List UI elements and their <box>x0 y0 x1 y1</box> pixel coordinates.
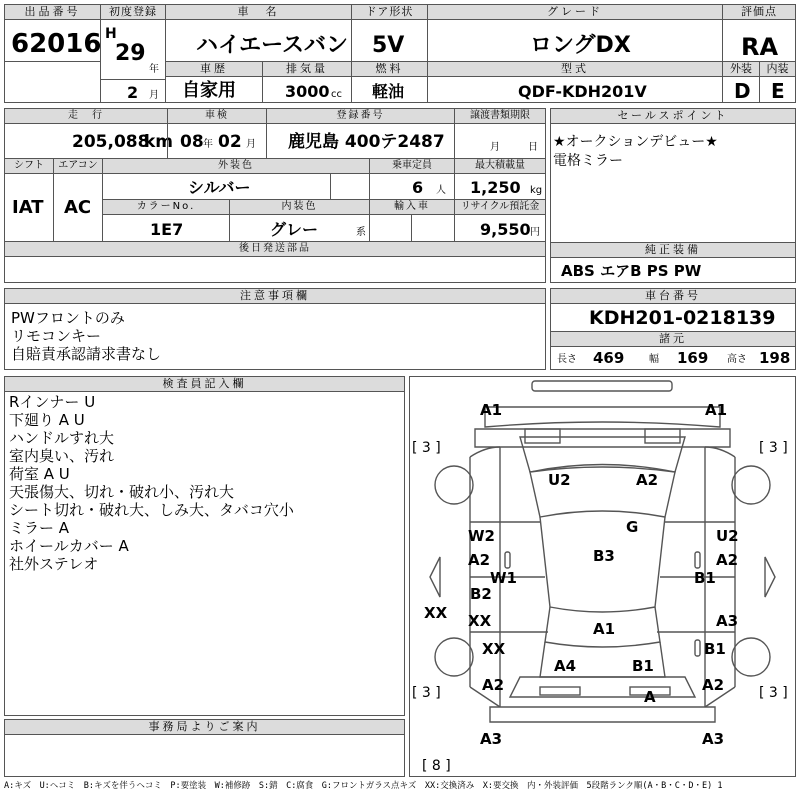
lot-number-box <box>4 4 101 62</box>
length: 469 <box>593 349 625 367</box>
shift-label: シフト <box>5 159 53 174</box>
damage-right-u2: U2 <box>716 527 739 545</box>
color-no: 1E7 <box>150 220 184 239</box>
shift: IAT <box>12 197 44 218</box>
damage-left-b2: B2 <box>470 585 492 603</box>
note-2: リモコンキー <box>11 327 102 345</box>
damage-rear-a4: A4 <box>554 657 577 675</box>
exterior-label: 外装 <box>723 62 759 77</box>
ac: AC <box>64 197 92 218</box>
car-name: ハイエースバン <box>196 33 349 58</box>
damage-roof-b3: B3 <box>593 547 615 565</box>
damage-rear-right-a3: A3 <box>702 730 725 748</box>
height: 198 <box>759 349 791 367</box>
recycle-unit: 円 <box>530 227 540 238</box>
damage-left-w2: W2 <box>468 527 495 545</box>
spare-tire: [ 8 ] <box>422 758 451 774</box>
history-box <box>165 61 263 103</box>
lot-number-lower <box>4 61 101 103</box>
model: QDF-KDH201V <box>518 82 647 101</box>
displacement: 3000 <box>285 82 330 101</box>
registration-year: 29 <box>115 41 146 66</box>
color-no-label: カラーNo. <box>103 200 229 215</box>
damage-right-b1b: B1 <box>704 640 726 658</box>
transfer-deadline-label: 譲渡書類期限 <box>455 109 545 124</box>
damage-right-b1: B1 <box>694 569 716 587</box>
damage-floor-a1: A1 <box>593 620 616 638</box>
tire-front-left: [ 3 ] <box>412 440 441 456</box>
inspector-note-3: ハンドルすれ大 <box>9 429 115 447</box>
interior-score: E <box>771 79 785 103</box>
damage-rear-b1: B1 <box>632 657 654 675</box>
year-unit: 年 <box>149 64 159 75</box>
inspector-note-6: 天張傷大、切れ・破れ小、汚れ大 <box>9 483 235 501</box>
exterior-color: シルバー <box>188 178 251 197</box>
door-type: 5V <box>372 33 405 58</box>
inspector-label: 検査員記入欄 <box>5 377 404 392</box>
delivery-parts-label: 後日発送部品 <box>5 242 545 257</box>
damage-front-left: A1 <box>480 401 503 419</box>
inspection-month: 02 <box>218 132 242 152</box>
fuel-label: 燃料 <box>352 62 427 77</box>
note-1: PWフロントのみ <box>11 309 125 327</box>
model-label: 型式 <box>428 62 722 77</box>
sales-points-box <box>550 108 796 283</box>
inspector-note-2: 下廻り A U <box>9 411 85 429</box>
door-box <box>351 4 428 62</box>
specs-label: 諸元 <box>551 331 795 347</box>
era: H <box>105 26 117 42</box>
mileage-label: 走 行 <box>5 109 167 124</box>
legend: A:キズ U:ヘコミ B:キズを伴うヘコミ P:要塗装 W:補修跡 S:錆 C:腐食 G:フロントガラス点キズ XX:交換済み X:要交換 内・外装評価 5段階ランク順(A・B・C・D・E) 1 <box>4 781 723 791</box>
inspector-note-7: シート切れ・破れ大、しみ大、タバコ穴小 <box>9 501 294 519</box>
damage-left-xx2: XX <box>468 612 492 630</box>
capacity: 6 <box>412 178 424 197</box>
ac-label: エアコン <box>54 159 102 174</box>
fuel-box <box>351 61 428 103</box>
tire-rear-left: [ 3 ] <box>412 685 441 701</box>
damage-diagram-box <box>409 376 796 777</box>
lot-number-label: 出品番号 <box>5 5 100 20</box>
damage-left-a2: A2 <box>468 551 491 569</box>
chassis-number: KDH201-0218139 <box>589 307 776 329</box>
exterior-score-box <box>722 61 760 103</box>
width: 169 <box>677 349 709 367</box>
damage-right-a2b: A2 <box>702 676 725 694</box>
chassis-box <box>550 288 796 370</box>
inspector-note-9: ホイールカバー A <box>9 537 129 555</box>
damage-front-right: A1 <box>705 401 728 419</box>
import-label: 輸入車 <box>370 200 454 215</box>
fuel: 軽油 <box>372 82 405 101</box>
damage-left-xx3: XX <box>482 640 506 658</box>
interior-color-label: 内装色 <box>230 200 369 215</box>
damage-rear-a: A <box>644 688 656 706</box>
inspection-year: 08 <box>180 132 204 152</box>
tire-rear-right: [ 3 ] <box>759 685 788 701</box>
score: RA <box>741 33 779 61</box>
model-box <box>427 61 723 103</box>
divider <box>330 173 331 199</box>
registration-month: 2 <box>127 83 139 102</box>
history: 自家用 <box>182 80 236 101</box>
damage-left-xx: XX <box>424 604 448 622</box>
damage-left-w1: W1 <box>490 569 517 587</box>
interior-label: 内装 <box>760 62 795 77</box>
max-load-unit: kg <box>530 185 543 196</box>
displacement-label: 排気量 <box>263 62 351 77</box>
first-registration-label: 初度登録 <box>101 5 165 20</box>
divider <box>411 214 412 241</box>
tire-front-right: [ 3 ] <box>759 440 788 456</box>
sales-point-1: ★オークションデビュー★ <box>553 134 718 150</box>
max-load-label: 最大積載量 <box>455 159 545 174</box>
height-label: 高さ <box>727 354 747 365</box>
grade-label: グレード <box>428 5 722 20</box>
office-box <box>4 719 405 777</box>
inspector-note-4: 室内臭い、汚れ <box>9 447 115 465</box>
damage-windshield-right: A2 <box>636 471 659 489</box>
reg-number: 鹿児島 400テ2487 <box>288 132 445 152</box>
vehicle-diagram-svg <box>410 377 795 776</box>
office-label: 事務局よりご案内 <box>5 720 404 735</box>
inspection-year-unit: 年 <box>203 139 213 150</box>
capacity-unit: 人 <box>436 185 446 196</box>
mileage-unit: km <box>144 132 174 152</box>
lot-number: 62016 <box>11 29 102 59</box>
recycle-label: リサイクル預託金 <box>455 200 545 215</box>
inspector-note-5: 荷室 A U <box>9 465 70 483</box>
inspection-label: 車検 <box>168 109 266 124</box>
damage-windshield-left: U2 <box>548 471 571 489</box>
interior-color: グレー <box>270 220 319 239</box>
notes-label: 注意事項欄 <box>5 289 545 304</box>
damage-rear-left-a3: A3 <box>480 730 503 748</box>
inspector-note-8: ミラー A <box>9 519 70 537</box>
history-label: 車歴 <box>166 62 262 77</box>
damage-right-a3: A3 <box>716 612 739 630</box>
damage-left-a2b: A2 <box>482 676 505 694</box>
car-name-label: 車 名 <box>166 5 351 20</box>
transfer-day-unit: 日 <box>528 142 538 153</box>
inspector-box <box>4 376 405 716</box>
interior-score-box <box>759 61 796 103</box>
inspection-month-unit: 月 <box>246 139 256 150</box>
car-name-box <box>165 4 352 62</box>
damage-right-a2: A2 <box>716 551 739 569</box>
inspector-note-1: Rインナー U <box>9 393 96 411</box>
divider <box>101 79 165 80</box>
inspector-note-10: 社外ステレオ <box>9 555 99 573</box>
equipment: ABS エアB PS PW <box>561 262 702 280</box>
reg-number-label: 登録番号 <box>267 109 454 124</box>
chassis-label: 車台番号 <box>551 289 795 304</box>
mileage: 205,088 <box>72 132 150 152</box>
transfer-month-unit: 月 <box>490 142 500 153</box>
first-registration-box <box>100 4 166 103</box>
equipment-label: 純正装備 <box>551 242 795 258</box>
exterior-score: D <box>734 79 751 103</box>
displacement-unit: cc <box>331 89 342 100</box>
grade: ロングDX <box>530 33 631 58</box>
damage-glass: G <box>626 518 639 536</box>
recycle-fee: 9,550 <box>480 220 531 239</box>
score-box <box>722 4 796 62</box>
sales-point-2: 電格ミラー <box>553 153 623 169</box>
width-label: 幅 <box>649 354 659 365</box>
door-label: ドア形状 <box>352 5 427 20</box>
capacity-label: 乗車定員 <box>370 159 454 174</box>
note-3: 自賠責承認請求書なし <box>11 345 162 363</box>
notes-box <box>4 288 546 370</box>
exterior-color-label: 外装色 <box>103 159 369 174</box>
grade-box <box>427 4 723 62</box>
score-label: 評価点 <box>723 5 795 20</box>
displacement-box <box>262 61 352 103</box>
interior-color-suffix: 系 <box>356 227 366 238</box>
length-label: 長さ <box>557 354 577 365</box>
month-unit: 月 <box>149 90 159 101</box>
max-load: 1,250 <box>470 178 521 197</box>
sales-points-label: セールスポイント <box>551 109 795 124</box>
